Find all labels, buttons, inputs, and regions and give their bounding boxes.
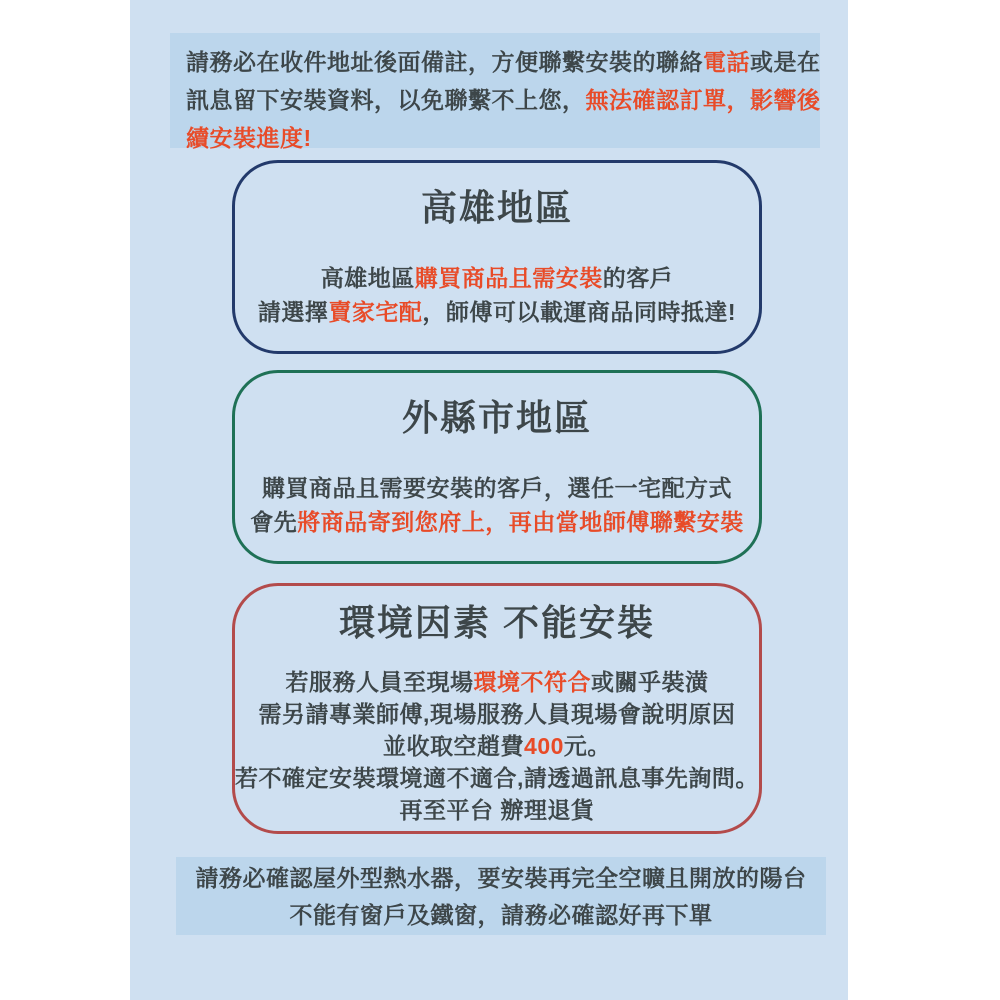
kaohsiung-box-body [258,261,736,329]
environment-box-body [235,666,759,826]
environment-box-title: 環境因素 不能安裝 [338,602,655,643]
environment-cannot-install-box [232,583,762,834]
region-box-kaohsiung [232,160,762,354]
top-notice-line-1: 請務必在收件地址後面備註，方便聯繫安裝的聯絡電話或是在 [186,49,821,75]
kaohsiung-box-title: 高雄地區 [420,187,573,228]
kaohsiung-body-line-1: 高雄地區購買商品且需安裝的客戶 [320,265,674,291]
top-notice-line-3: 續安裝進度! [186,125,312,151]
top-notice-line-2: 訊息留下安裝資料，以免聯繫不上您，無法確認訂單，影響後 [186,87,821,113]
top-notice-block [170,33,821,151]
environment-body-line-4: 若不確定安裝環境適不適合,請透過訊息事先詢問。 [235,765,759,791]
other-counties-box-title: 外縣市地區 [401,397,592,438]
other-counties-box-body [250,471,744,539]
bottom-notice-line-2: 不能有窗戶及鐵窗，請務必確認好再下單 [289,902,713,928]
environment-body-line-1: 若服務人員至現場環境不符合或關乎裝潢 [285,669,709,695]
region-box-other-counties [232,370,762,564]
kaohsiung-body-line-2: 請選擇賣家宅配，師傅可以載運商品同時抵達! [257,299,737,325]
environment-body-line-3: 並收取空趙費400元。 [383,733,611,759]
other-counties-body-line-2: 會先將商品寄到您府上，再由當地師傅聯繫安裝 [250,509,744,535]
other-counties-body-line-1: 購買商品且需要安裝的客戶，選任一宅配方式 [262,475,732,501]
bottom-notice-block [176,857,826,935]
bottom-notice-line-1: 請務必確認屋外型熱水器，要安裝再完全空曠且開放的陽台 [195,865,807,891]
environment-body-line-2: 需另請專業師傅,現場服務人員現場會說明原因 [258,701,736,727]
environment-body-line-5: 再至平台 辦理退貨 [399,797,595,823]
